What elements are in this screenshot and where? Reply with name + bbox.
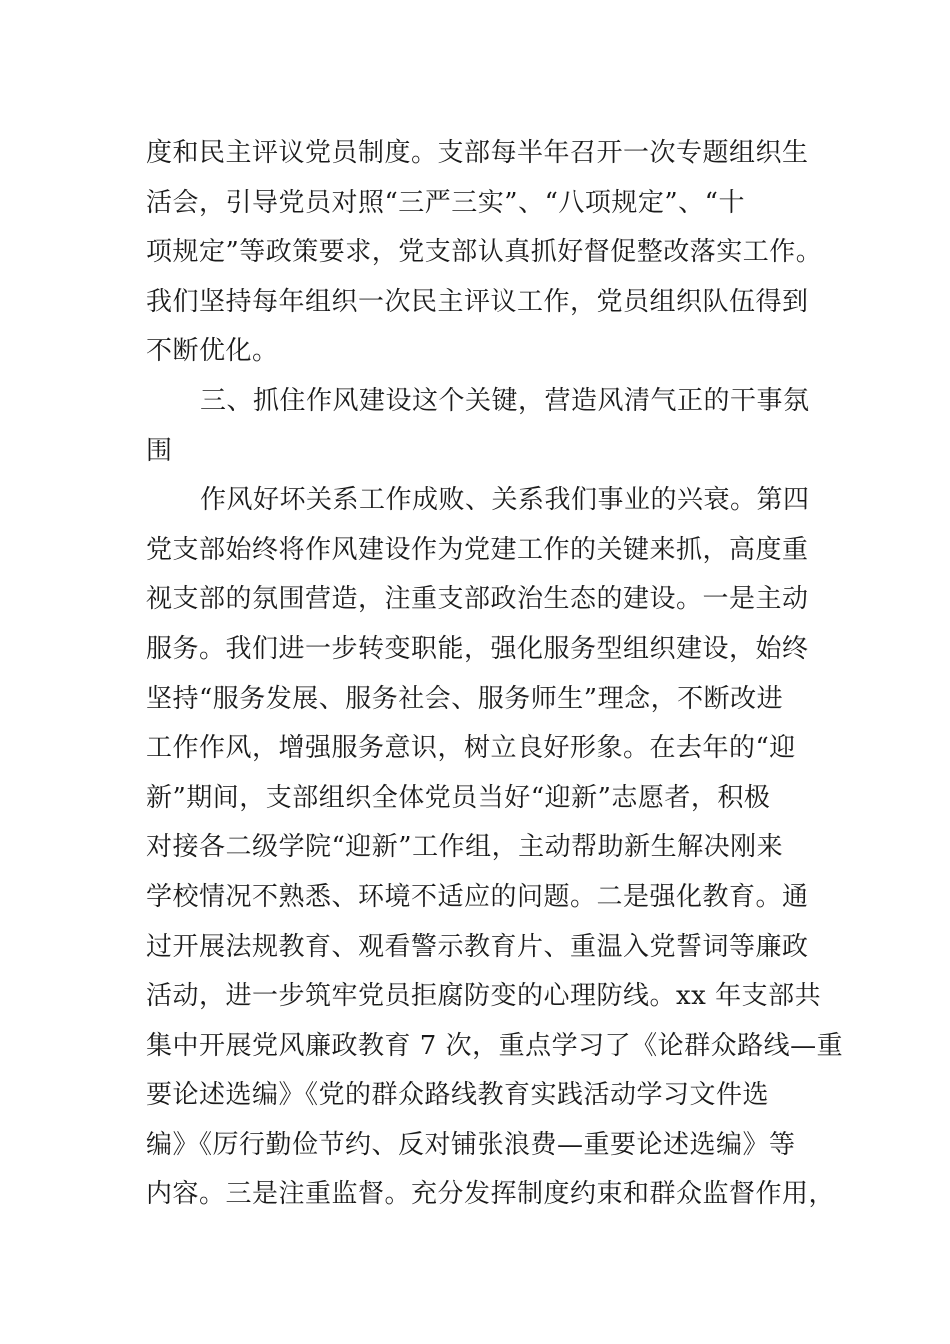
section-heading: 三、抓住作风建设这个关键，营造风清气正的干事氛 [200,385,810,416]
text-line: 服务。我们进一步转变职能，强化服务型组织建设，始终 [146,633,809,664]
text-line: 视支部的氛围营造，注重支部政治生态的建设。一是主动 [146,584,809,615]
text-line: 不断优化。 [146,336,279,367]
text-line: 党支部始终将作风建设作为党建工作的关键来抓，高度重 [146,534,809,565]
text-line: 要论述选编》《党的群众路线教育实践活动学习文件选 [146,1080,770,1111]
text-line: 过开展法规教育、观看警示教育片、重温入党誓词等廉政 [146,931,809,962]
text-line: 活动，进一步筑牢党员拒腐防变的心理防线。xx 年支部共 [146,981,822,1012]
text-line: 编》《厉行勤俭节约、反对铺张浪费—重要论述选编》等 [146,1129,796,1160]
text-line: 度和民主评议党员制度。支部每半年召开一次专题组织生 [146,138,809,168]
text-line: 项规定”等政策要求，党支部认真抓好督促整改落实工作。 [146,237,823,268]
text-line: 新”期间，支部组织全体党员当好“迎新”志愿者，积极 [146,782,771,813]
text-line: 活会，引导党员对照“三严三实”、“八项规定”、“十 [146,187,745,218]
text-line: 内容。三是注重监督。充分发挥制度约束和群众监督作用， [146,1179,836,1210]
text-line: 学校情况不熟悉、环境不适应的问题。二是强化教育。通 [146,881,809,912]
section-heading-continued: 围 [146,435,173,466]
paragraph-start: 作风好坏关系工作成败、关系我们事业的兴衰。第四 [200,485,810,516]
text-line: 坚持“服务发展、服务社会、服务师生”理念，不断改进 [146,683,784,714]
body-text [146,129,844,1220]
text-line: 对接各二级学院“迎新”工作组，主动帮助新生解决刚来 [146,832,784,863]
text-line: 工作作风，增强服务意识，树立良好形象。在去年的“迎 [146,733,796,764]
text-line: 我们坚持每年组织一次民主评议工作，党员组织队伍得到 [146,286,809,317]
text-line: 集中开展党风廉政教育 7 次，重点学习了《论群众路线—重 [146,1030,844,1061]
